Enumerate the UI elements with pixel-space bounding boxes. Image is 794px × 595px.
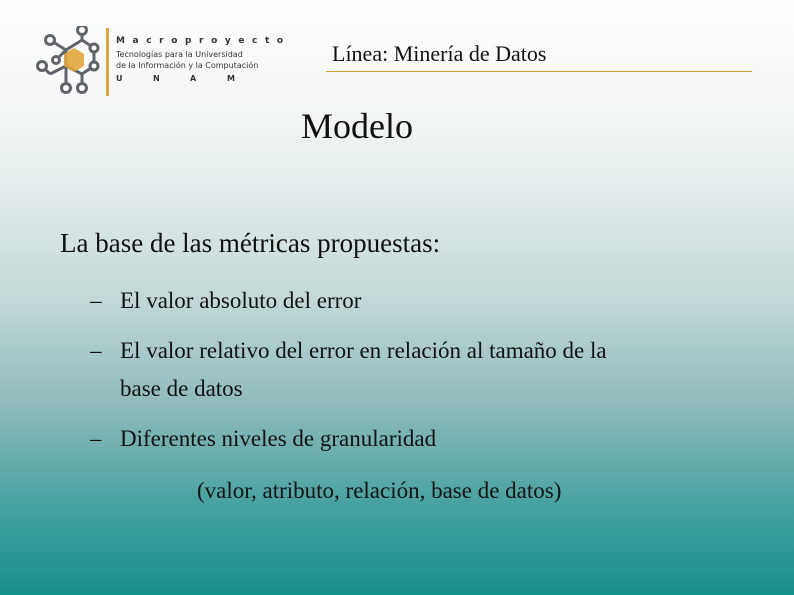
bullet-dash: – <box>90 288 102 313</box>
logo-divider <box>106 28 109 96</box>
bullet-dash: – <box>90 426 102 451</box>
macroproyecto-logo <box>36 22 291 100</box>
logo-letter: M <box>227 74 235 83</box>
header-title: Línea: Minería de Datos <box>332 41 547 66</box>
logo-name: Macroproyecto <box>116 36 291 46</box>
bullet-text: Diferentes niveles de granularidad <box>120 426 437 451</box>
logo-unam <box>116 74 291 83</box>
logo-line-2: de la Información y la Computación <box>116 61 259 70</box>
sub-text: (valor, atributo, relación, base de datos) <box>197 478 562 503</box>
logo-letter: A <box>190 74 197 83</box>
bullet-continuation: base de datos <box>120 376 243 401</box>
logo-letter: N <box>153 74 160 83</box>
bullet-text: El valor relativo del error en relación al tamaño de la <box>120 338 607 363</box>
lead-text: La base de las métricas propuestas: <box>60 228 441 258</box>
slide-title: Modelo <box>301 106 413 146</box>
molecule-logo-icon <box>36 26 104 94</box>
bullet-dash: – <box>90 338 102 363</box>
bullet-text: El valor absoluto del error <box>120 288 362 313</box>
logo-letter: U <box>116 74 123 83</box>
logo-line-1: Tecnologías para la Universidad <box>116 50 243 59</box>
header-rule <box>326 71 752 72</box>
